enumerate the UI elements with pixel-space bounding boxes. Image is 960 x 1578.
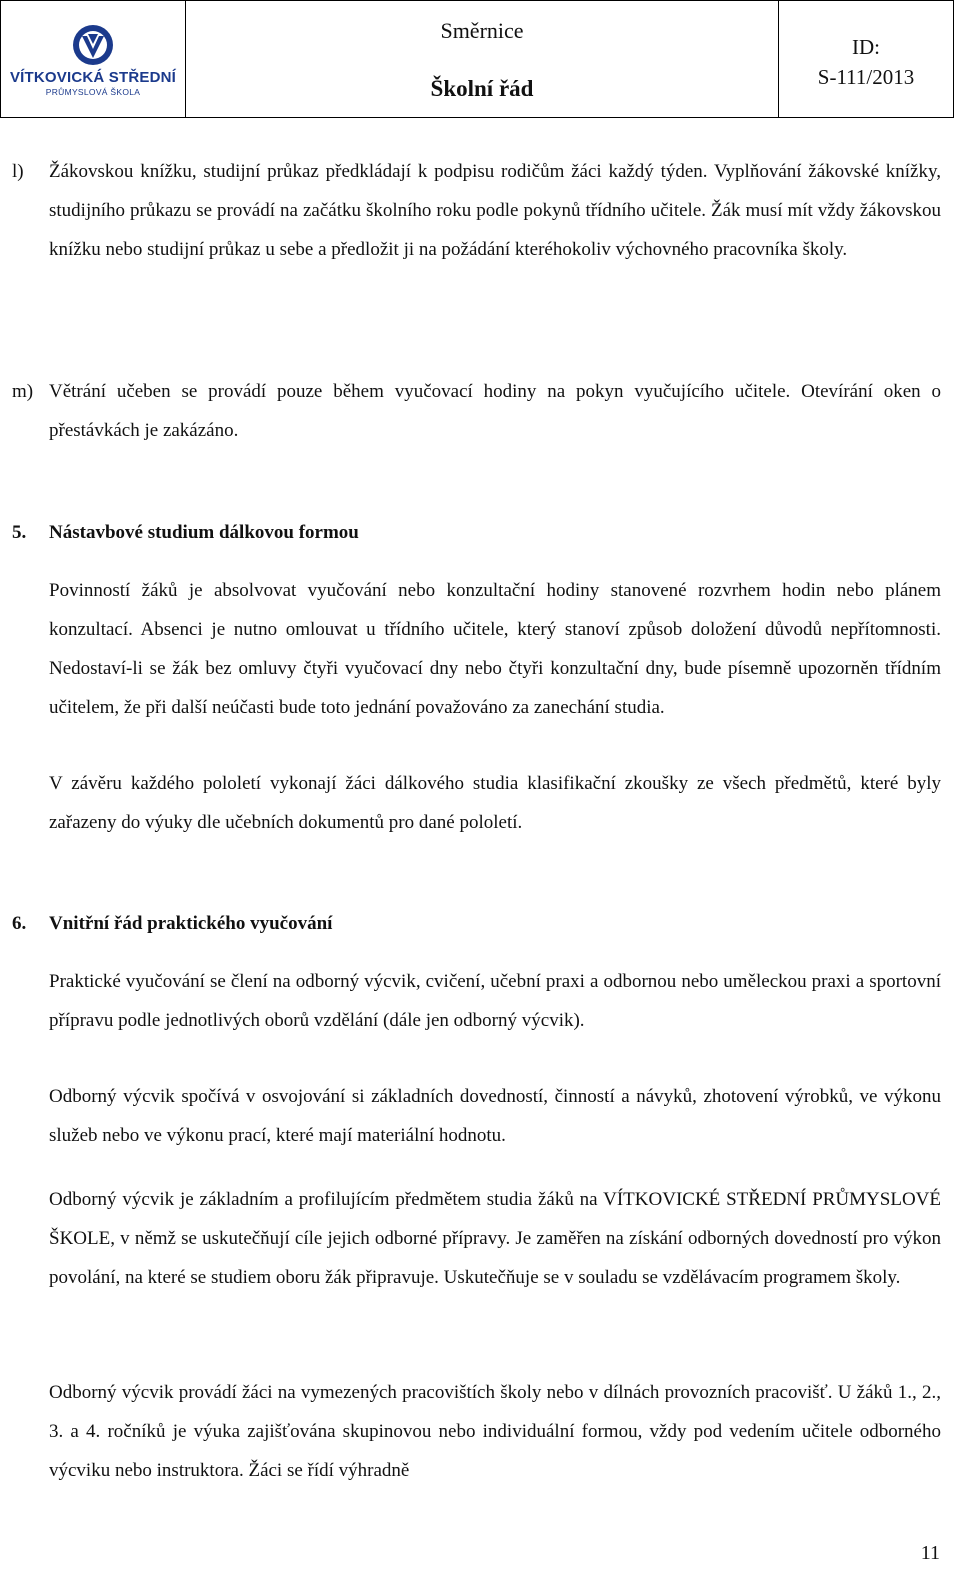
- logo-name: VÍTKOVICKÁ STŘEDNÍ: [9, 69, 177, 86]
- document-header: [0, 0, 954, 118]
- logo-emblem-icon: [70, 23, 116, 67]
- item-m-marker: m): [12, 381, 34, 402]
- item-l-text: Žákovskou knížku, studijní průkaz předkládají k podpisu rodičům žáci každý týden. Vyplňování žákovské knížky, studijního průkazu se provádí na začátku školního roku podle pokynů třídního učitele. Žák musí mít vždy žákovskou knížku nebo studijní průkaz u sebe a předložit ji na požádání kteréhokoliv výchovného pracovníka školy.: [49, 161, 941, 260]
- section-5-paragraph-1: Povinností žáků je absolvovat vyučování nebo konzultační hodiny stanovené rozvrhem hodin nebo plánem konzultací. Absenci je nutno omlouvat u třídního učitele, který stanoví způsob doložení důvodů nepřítomnosti. Nedostaví-li se žák bez omluvy čtyři vyučovací dny nebo čtyři konzultační dny, bude písemně upozorněn třídním učitelem, že při další neúčasti bude toto jednání považováno za zanechání studia.: [49, 580, 941, 718]
- header-title-cell: [186, 1, 779, 117]
- id-label: ID:: [852, 35, 880, 59]
- school-logo: [1, 1, 186, 117]
- item-l-marker: l): [12, 161, 24, 182]
- section-6-number: 6.: [12, 913, 27, 934]
- section-5-number: 5.: [12, 522, 27, 543]
- section-5-heading: Nástavbové studium dálkovou formou: [49, 522, 359, 543]
- logo-subtitle: PRŮMYSLOVÁ ŠKOLA: [45, 87, 141, 97]
- document-type: Směrnice: [440, 17, 524, 43]
- id-value: S-111/2013: [817, 65, 915, 89]
- document-title: Školní řád: [430, 75, 534, 101]
- section-6-heading: Vnitřní řád praktického vyučování: [49, 913, 333, 934]
- section-6-paragraph-4: Odborný výcvik provádí žáci na vymezených pracovištích školy nebo v dílnách provozních pracovišť. U žáků 1., 2., 3. a 4. ročníků je výuka zajišťována skupinovou nebo individuální formou, vždy pod vedením učitele odborného výcviku nebo instruktora. Žáci se řídí výhradně: [49, 1382, 941, 1481]
- item-m-text: Větrání učeben se provádí pouze během vyučovací hodiny na pokyn vyučujícího učitele. Otevírání oken o přestávkách je zakázáno.: [49, 381, 941, 441]
- page-number: 11: [920, 1542, 940, 1564]
- section-5-paragraph-2: V závěru každého pololetí vykonají žáci dálkového studia klasifikační zkoušky ze všech předmětů, které byly zařazeny do výuky dle učebních dokumentů pro dané pololetí.: [49, 773, 941, 833]
- section-6-paragraph-2: Odborný výcvik spočívá v osvojování si základních dovedností, činností a návyků, zhotovení výrobků, ve výkonu služeb nebo ve výkonu prací, které mají materiální hodnotu.: [49, 1086, 941, 1146]
- section-6-paragraph-1: Praktické vyučování se člení na odborný výcvik, cvičení, učební praxi a odbornou nebo uměleckou praxi a sportovní přípravu podle jednotlivých oborů vzdělání (dále jen odborný výcvik).: [49, 971, 941, 1031]
- section-6-paragraph-3: Odborný výcvik je základním a profilujícím předmětem studia žáků na VÍTKOVICKÉ STŘEDNÍ PRŮMYSLOVÉ ŠKOLE, v němž se uskutečňují cíle jejich odborné přípravy. Je zaměřen na získání odborných dovedností pro výkon povolání, na které se studiem oboru žák připravuje. Uskutečňuje se v souladu se vzdělávacím programem školy.: [49, 1189, 941, 1288]
- header-id-cell: [779, 1, 953, 117]
